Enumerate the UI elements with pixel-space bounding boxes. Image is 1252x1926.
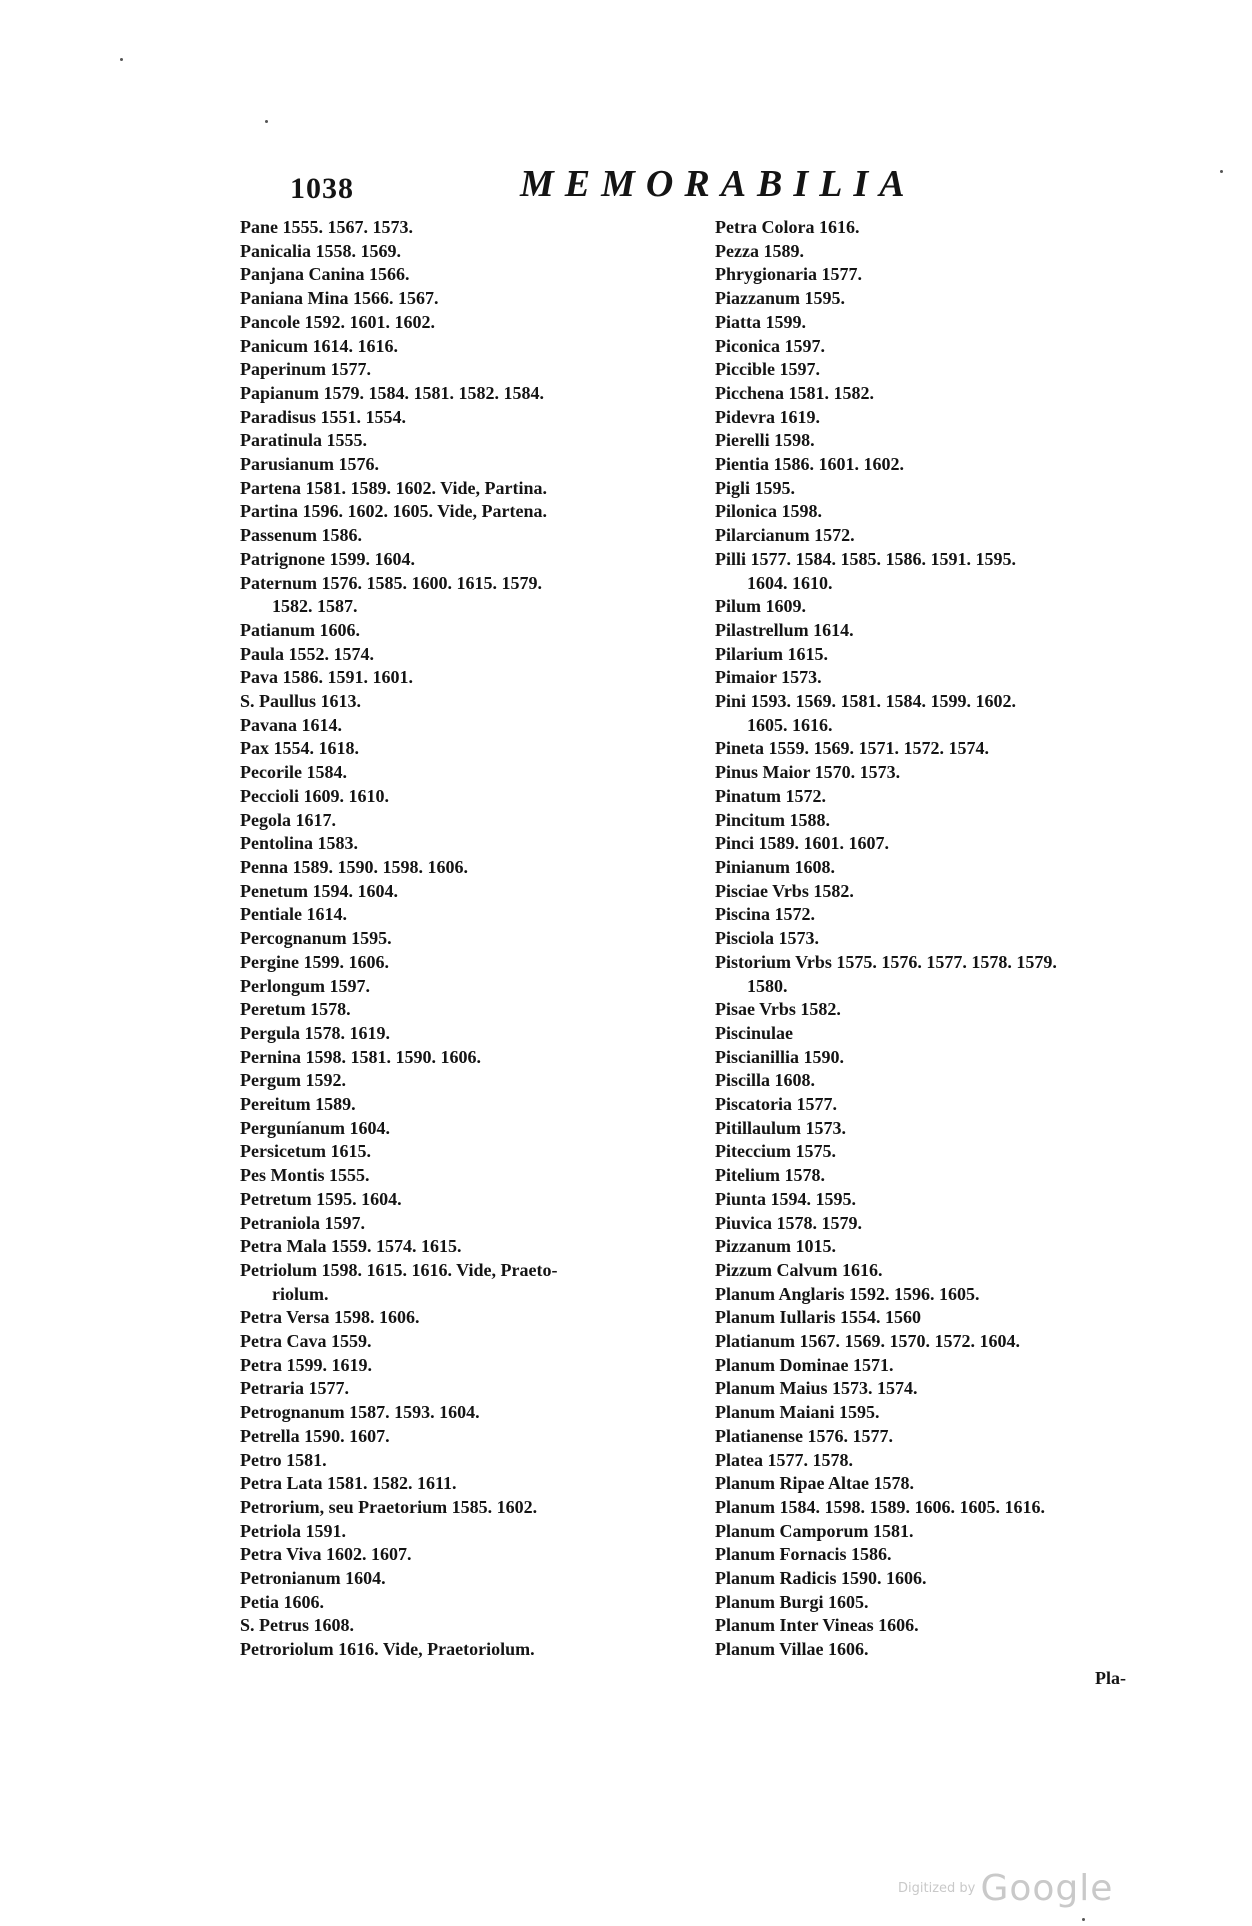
- index-entry: Pergula 1578. 1619.: [240, 1022, 390, 1043]
- index-entry: Platianense 1576. 1577.: [715, 1425, 893, 1446]
- index-entry: Pax 1554. 1618.: [240, 738, 359, 759]
- index-entry: Penetum 1594. 1604.: [240, 880, 398, 901]
- index-entry: Planum Ripae Altae 1578.: [715, 1473, 915, 1494]
- index-entry: Planum Maius 1573. 1574.: [715, 1378, 918, 1399]
- index-entry: 1604. 1610.: [747, 572, 833, 593]
- index-entry: Pilum 1609.: [715, 596, 807, 617]
- index-entry: Patianum 1606.: [240, 619, 361, 640]
- index-entry: Pini 1593. 1569. 1581. 1584. 1599. 1602.: [715, 691, 1017, 712]
- index-entry: Paperinum 1577.: [240, 359, 372, 380]
- index-entry: Paratinula 1555.: [240, 430, 368, 451]
- index-entry: Pergine 1599. 1606.: [240, 951, 389, 972]
- digitized-watermark: [898, 1868, 1113, 1909]
- index-entry: Pimaior 1573.: [715, 667, 822, 688]
- index-entry: Petraria 1577.: [240, 1378, 349, 1399]
- index-entry: Petra Viva 1602. 1607.: [240, 1544, 412, 1565]
- index-entry: Petronianum 1604.: [240, 1568, 386, 1589]
- index-entry: Parusianum 1576.: [240, 454, 380, 475]
- index-entry: Piunta 1594. 1595.: [715, 1188, 857, 1209]
- index-entry: Petriolum 1598. 1615. 1616. Vide, Praeto-: [240, 1259, 558, 1280]
- index-entry: Paradisus 1551. 1554.: [240, 406, 407, 427]
- index-entry: Pavana 1614.: [240, 714, 343, 735]
- scan-speck: [1220, 170, 1223, 173]
- index-entry: Panjana Canina 1566.: [240, 264, 410, 285]
- index-entry: Pincitum 1588.: [715, 809, 830, 830]
- index-entry: Partina 1596. 1602. 1605. Vide, Partena.: [240, 501, 547, 522]
- index-entry: Pinatum 1572.: [715, 785, 827, 806]
- index-entry: Petriola 1591.: [240, 1520, 346, 1541]
- index-entry: Pinci 1589. 1601. 1607.: [715, 833, 889, 854]
- index-entry: Petra Mala 1559. 1574. 1615.: [240, 1236, 462, 1257]
- index-entry: Panicalia 1558. 1569.: [240, 240, 401, 261]
- index-entry: Pizzum Calvum 1616.: [715, 1259, 883, 1280]
- index-entry: Planum Camporum 1581.: [715, 1520, 914, 1541]
- index-entry: Perlongum 1597.: [240, 975, 370, 996]
- index-entry: Pecorile 1584.: [240, 762, 347, 783]
- index-entry: Pereitum 1589.: [240, 1094, 356, 1115]
- index-entry: Peccioli 1609. 1610.: [240, 785, 389, 806]
- running-title: MEMORABILIA: [520, 163, 916, 205]
- index-entry: Petroriolum 1616. Vide, Praetoriolum.: [240, 1639, 535, 1660]
- index-entry: Paniana Mina 1566. 1567.: [240, 288, 439, 309]
- index-entry: Petro 1581.: [240, 1449, 327, 1470]
- index-entry: Pigli 1595.: [715, 477, 795, 498]
- index-entry: Picchena 1581. 1582.: [715, 382, 874, 403]
- index-entry: Pava 1586. 1591. 1601.: [240, 667, 413, 688]
- index-entry: Planum Maiani 1595.: [715, 1402, 880, 1423]
- index-entry: Perguníanum 1604.: [240, 1117, 391, 1138]
- google-logo: Google: [980, 1868, 1114, 1909]
- index-entry: Piscinulae: [715, 1022, 794, 1043]
- index-entry: 1582. 1587.: [272, 596, 358, 617]
- index-entry: Petretum 1595. 1604.: [240, 1188, 402, 1209]
- index-entry: Planum 1584. 1598. 1589. 1606. 1605. 1616.: [715, 1496, 1046, 1517]
- index-entry: Pidevra 1619.: [715, 406, 820, 427]
- index-entry: Piteccium 1575.: [715, 1141, 836, 1162]
- index-entry: Pitillaulum 1573.: [715, 1117, 847, 1138]
- index-entry: Pientia 1586. 1601. 1602.: [715, 454, 904, 475]
- index-entry: Petrognanum 1587. 1593. 1604.: [240, 1402, 480, 1423]
- index-entry: Pizzanum 1015.: [715, 1236, 836, 1257]
- index-entry: 1605. 1616.: [747, 714, 833, 735]
- index-entry: Piscina 1572.: [715, 904, 816, 925]
- index-entry: Pergum 1592.: [240, 1070, 346, 1091]
- index-entry: Planum Iullaris 1554. 1560: [715, 1307, 922, 1328]
- index-entry: Partena 1581. 1589. 1602. Vide, Partina.: [240, 477, 547, 498]
- page-number: 1038: [290, 172, 354, 205]
- index-entry: Planum Burgi 1605.: [715, 1591, 869, 1612]
- index-entry: Platianum 1567. 1569. 1570. 1572. 1604.: [715, 1331, 1021, 1352]
- index-entry: Planum Villae 1606.: [715, 1639, 869, 1660]
- index-entry: Pistorium Vrbs 1575. 1576. 1577. 1578. 1579.: [715, 951, 1057, 972]
- index-entry: Petra Cava 1559.: [240, 1331, 372, 1352]
- watermark-prefix: Digitized by: [898, 1881, 976, 1896]
- scan-speck: [265, 120, 268, 123]
- index-entry: Petia 1606.: [240, 1591, 324, 1612]
- index-entry: Platea 1577. 1578.: [715, 1449, 853, 1470]
- index-entry: Pegola 1617.: [240, 809, 336, 830]
- index-entry: Phrygionaria 1577.: [715, 264, 862, 285]
- index-entry: Pentolina 1583.: [240, 833, 359, 854]
- index-entry: Pierelli 1598.: [715, 430, 815, 451]
- index-entry: Pisae Vrbs 1582.: [715, 999, 841, 1020]
- index-entry: 1580.: [747, 975, 788, 996]
- index-entry: Piazzanum 1595.: [715, 288, 845, 309]
- index-entry: Pineta 1559. 1569. 1571. 1572. 1574.: [715, 738, 989, 759]
- scan-speck: [120, 58, 123, 61]
- index-entry: Piscianillia 1590.: [715, 1046, 845, 1067]
- index-entry: Pinus Maior 1570. 1573.: [715, 762, 901, 783]
- catchword: Pla-: [1095, 1668, 1126, 1688]
- index-entry: Petra Versa 1598. 1606.: [240, 1307, 420, 1328]
- index-entry: Pilarcianum 1572.: [715, 525, 855, 546]
- index-entry: Panicum 1614. 1616.: [240, 335, 399, 356]
- page-header: [240, 160, 1000, 208]
- index-entry: Pisciae Vrbs 1582.: [715, 880, 854, 901]
- index-column-left: [240, 216, 670, 1662]
- index-entry: Passenum 1586.: [240, 525, 363, 546]
- index-entry: Petraniola 1597.: [240, 1212, 365, 1233]
- index-entry: Paternum 1576. 1585. 1600. 1615. 1579.: [240, 572, 542, 593]
- index-entry: Petrella 1590. 1607.: [240, 1425, 390, 1446]
- index-entry: Pilonica 1598.: [715, 501, 822, 522]
- index-entry: Pernina 1598. 1581. 1590. 1606.: [240, 1046, 481, 1067]
- index-entry: Petrorium, seu Praetorium 1585. 1602.: [240, 1496, 538, 1517]
- index-entry: Percognanum 1595.: [240, 928, 392, 949]
- index-entry: S. Paullus 1613.: [240, 691, 362, 712]
- index-entry: Petra Lata 1581. 1582. 1611.: [240, 1473, 457, 1494]
- index-entry: Petra 1599. 1619.: [240, 1354, 372, 1375]
- index-entry: Planum Anglaris 1592. 1596. 1605.: [715, 1283, 980, 1304]
- index-entry: Planum Radicis 1590. 1606.: [715, 1568, 927, 1589]
- index-entry: Pisciola 1573.: [715, 928, 819, 949]
- index-entry: Planum Fornacis 1586.: [715, 1544, 892, 1565]
- index-entry: Peretum 1578.: [240, 999, 351, 1020]
- index-entry: Pinianum 1608.: [715, 856, 836, 877]
- index-entry: Persicetum 1615.: [240, 1141, 371, 1162]
- index-entry: Pane 1555. 1567. 1573.: [240, 217, 413, 237]
- index-entry: Piscatoria 1577.: [715, 1094, 837, 1115]
- index-entry: Penna 1589. 1590. 1598. 1606.: [240, 856, 469, 877]
- index-entry: Pes Montis 1555.: [240, 1165, 370, 1186]
- index-entry: Planum Inter Vineas 1606.: [715, 1615, 919, 1636]
- index-entry: Piccible 1597.: [715, 359, 820, 380]
- index-entry: Pilli 1577. 1584. 1585. 1586. 1591. 1595.: [715, 548, 1016, 569]
- index-entry: Pilarium 1615.: [715, 643, 828, 664]
- index-column-right: [715, 216, 1145, 1662]
- scan-speck: [1082, 1918, 1085, 1921]
- index-entry: S. Petrus 1608.: [240, 1615, 354, 1636]
- index-entry: Piuvica 1578. 1579.: [715, 1212, 862, 1233]
- index-entry: riolum.: [272, 1283, 329, 1304]
- index-entry: Pancole 1592. 1601. 1602.: [240, 311, 435, 332]
- index-entry: Planum Dominae 1571.: [715, 1354, 894, 1375]
- index-entry: Papianum 1579. 1584. 1581. 1582. 1584.: [240, 382, 545, 403]
- index-entry: Pentiale 1614.: [240, 904, 347, 925]
- index-entry: Piatta 1599.: [715, 311, 806, 332]
- index-entry: Pilastrellum 1614.: [715, 619, 854, 640]
- index-entry: Petra Colora 1616.: [715, 217, 860, 237]
- index-entry: Pitelium 1578.: [715, 1165, 825, 1186]
- index-entry: Piscilla 1608.: [715, 1070, 815, 1091]
- index-entry: Pezza 1589.: [715, 240, 804, 261]
- index-entry: Patrignone 1599. 1604.: [240, 548, 415, 569]
- index-entry: Paula 1552. 1574.: [240, 643, 375, 664]
- index-entry: Piconica 1597.: [715, 335, 825, 356]
